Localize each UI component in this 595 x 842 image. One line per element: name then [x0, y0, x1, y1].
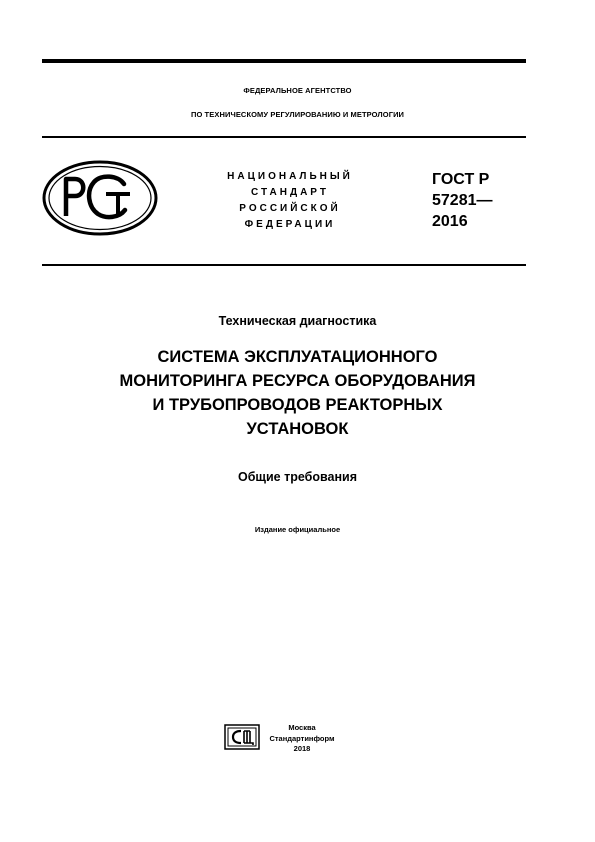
document-title: [0, 345, 595, 441]
designation-line-2: 57281—: [432, 192, 493, 209]
title-line-2: МОНИТОРИНГА РЕСУРСА ОБОРУДОВАНИЯ: [119, 372, 476, 390]
agency-line-1: ФЕДЕРАЛЬНОЕ АГЕНТСТВО: [243, 86, 352, 95]
standard-label: [200, 169, 380, 233]
agency-rule: [42, 136, 526, 138]
title-line-3: И ТРУБОПРОВОДОВ РЕАКТОРНЫХ: [152, 396, 443, 414]
publisher-city: Москва: [288, 723, 316, 732]
document-subtitle: Общие требования: [237, 470, 357, 484]
agency-line-2: ПО ТЕХНИЧЕСКОМУ РЕГУЛИРОВАНИЮ И МЕТРОЛОГИИ: [190, 110, 405, 119]
standard-designation: [432, 169, 493, 232]
subject-heading: Техническая диагностика: [218, 314, 377, 328]
title-line-4: УСТАНОВОК: [246, 420, 349, 438]
publication-year: 2018: [293, 744, 311, 753]
rst-certification-mark-icon: [42, 160, 158, 236]
top-rule: [42, 59, 526, 63]
title-line-1: СИСТЕМА ЭКСПЛУАТАЦИОННОГО: [157, 348, 438, 366]
standard-line-2: СТАНДАРТ: [251, 187, 329, 198]
standard-line-1: НАЦИОНАЛЬНЫЙ: [227, 171, 353, 182]
designation-line-1: ГОСТ Р: [432, 171, 490, 188]
header-rule: [42, 264, 526, 266]
designation-line-3: 2016: [432, 213, 468, 230]
standard-line-3: РОССИЙСКОЙ: [239, 203, 341, 214]
standard-line-4: ФЕДЕРАЦИИ: [244, 219, 336, 230]
standartinform-logo-icon: [224, 724, 260, 750]
publisher-name: Стандартинформ: [269, 733, 335, 743]
publisher-info: [262, 723, 342, 755]
edition-note: Издание официальное: [254, 525, 341, 534]
